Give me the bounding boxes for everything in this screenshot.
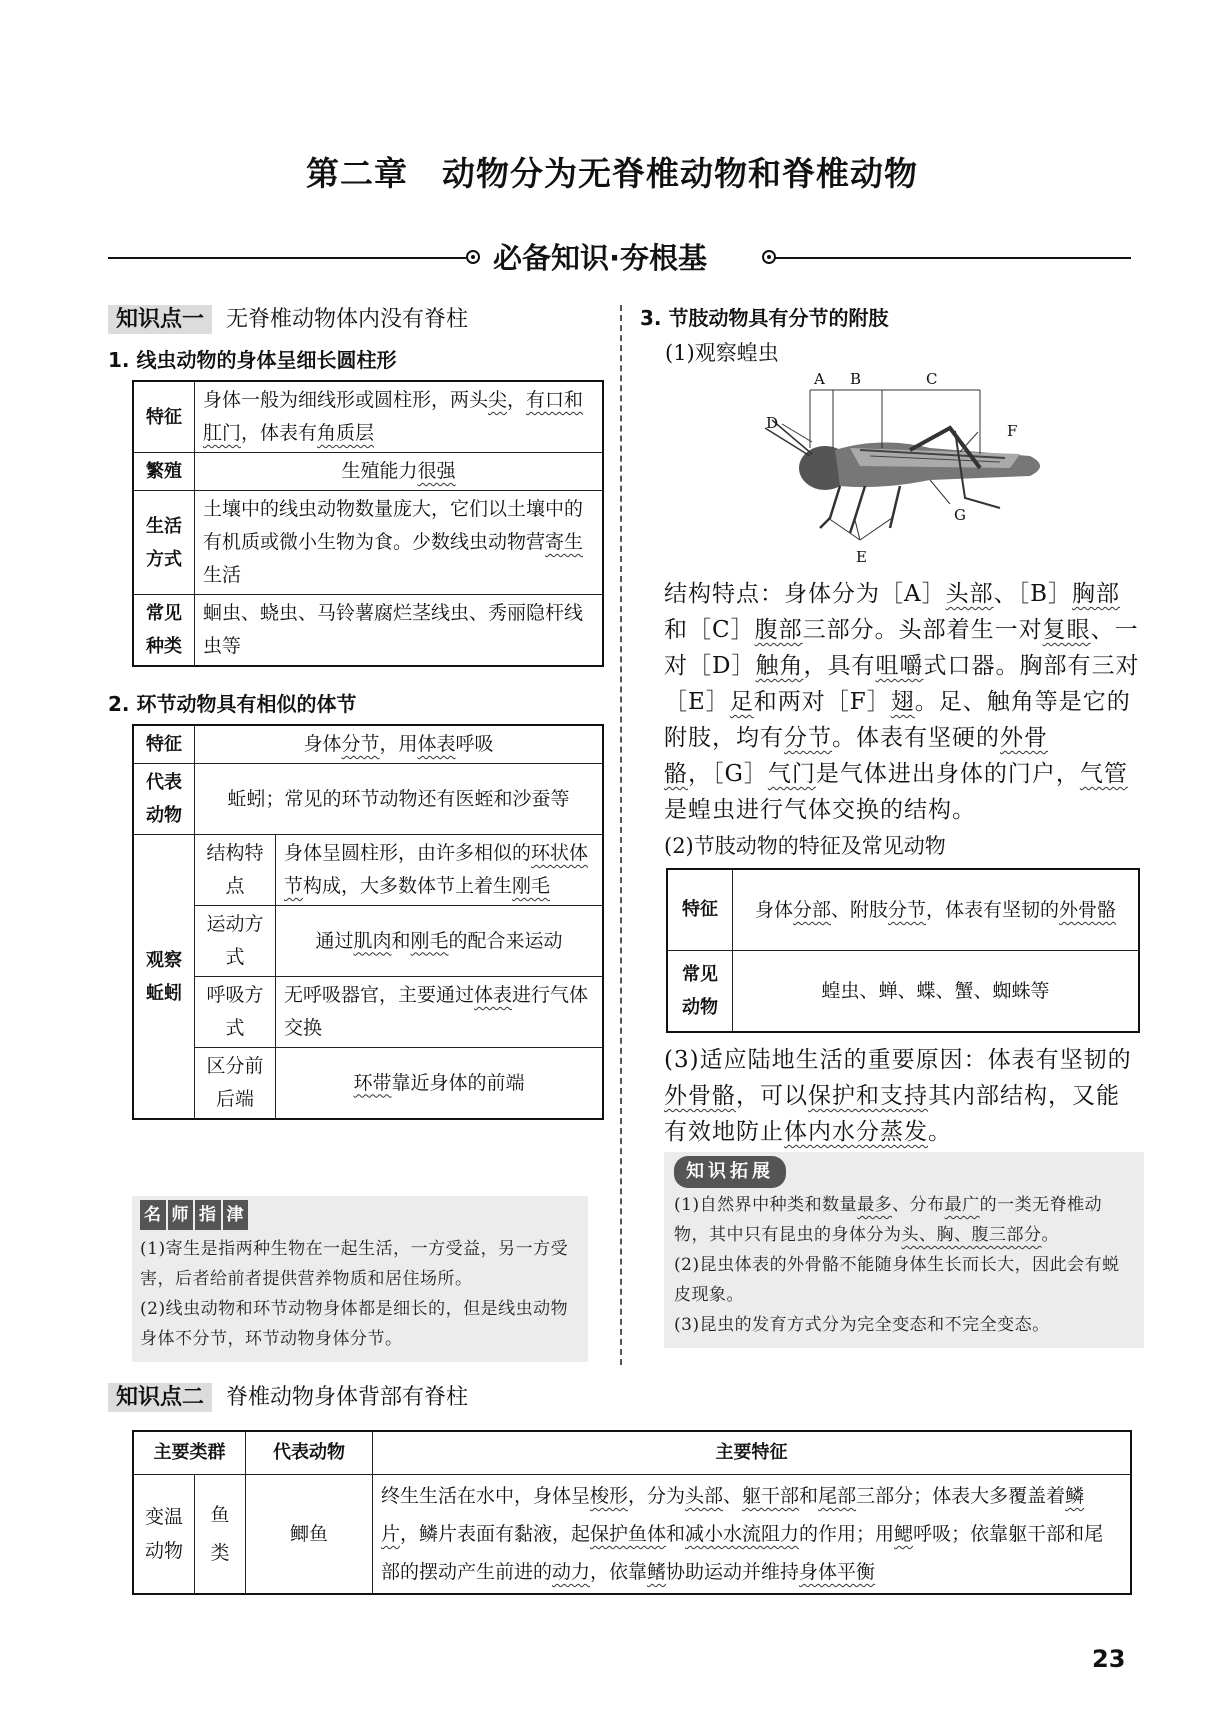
banner-ornament-left	[466, 250, 480, 264]
knowledge-extension-box	[664, 1152, 1144, 1348]
extension-line: (3)昆虫的发育方式分为完全变态和不完全变态。	[674, 1315, 1050, 1335]
animal-cell: 鲫鱼	[245, 1475, 372, 1595]
row-label: 繁殖	[133, 453, 195, 491]
annelid-table	[132, 724, 604, 1120]
row-content: 身体一般为细线形或圆柱形，两头尖，有口和肛门，体表有角质层	[195, 381, 604, 453]
row-label: 生活方式	[133, 491, 195, 595]
column-header: 主要特征	[372, 1431, 1131, 1475]
label-g: G	[954, 506, 966, 524]
row-label: 观察蚯蚓	[133, 835, 195, 1120]
banner-line-left	[108, 257, 466, 259]
table-row	[133, 381, 603, 453]
label-c: C	[926, 370, 938, 388]
sub-label: 运动方式	[195, 906, 276, 977]
row-content: 土壤中的线虫动物数量庞大，它们以土壤中的有机质或微小生物为食。少数线虫动物营寄生生活	[195, 491, 604, 595]
banner-ornament-right	[762, 250, 776, 264]
table-row	[667, 869, 1139, 951]
knowledge-point-1-heading	[108, 302, 468, 333]
row-content: 环带靠近身体的前端	[276, 1048, 604, 1120]
table-row	[133, 453, 603, 491]
table-row	[133, 491, 603, 595]
column-divider	[620, 305, 622, 1365]
label-e: E	[856, 548, 867, 566]
table-row	[667, 951, 1139, 1033]
observe-locust-heading: (1)观察蝗虫	[665, 341, 779, 365]
adaptation-text: (3)适应陆地生活的重要原因：体表有坚韧的外骨骼，可以保护和支持其内部结构，又能有效地防止体内水分蒸发。	[664, 1047, 1132, 1145]
locust-body	[765, 420, 1040, 533]
row-label: 常见种类	[133, 595, 195, 667]
row-content: 身体分部、附肢分节，体表有坚韧的外骨骼	[733, 869, 1140, 951]
sub-label: 呼吸方式	[195, 977, 276, 1048]
tip-line: (1)寄生是指两种生物在一起生活，一方受益，另一方受害，后者给前者提供营养物质和居住场所。	[140, 1239, 569, 1289]
section-1-heading: 1. 线虫动物的身体呈细长圆柱形	[108, 348, 397, 372]
banner-line-right	[775, 257, 1131, 259]
tip-line: (2)线虫动物和环节动物身体都是细长的，但是线虫动物身体不分节，环节动物身体分节。	[140, 1299, 569, 1349]
page-number: 23	[1092, 1645, 1126, 1673]
group-cell: 变温动物	[133, 1475, 195, 1595]
row-content: 蝗虫、蝉、蝶、蟹、蜘蛛等	[733, 951, 1140, 1033]
knowledge-point-title: 脊椎动物身体背部有脊柱	[226, 1385, 469, 1410]
row-content: 蛔虫、蛲虫、马铃薯腐烂茎线虫、秀丽隐杆线虫等	[195, 595, 604, 667]
teacher-tips-box	[132, 1196, 588, 1362]
knowledge-point-title: 无脊椎动物体内没有脊柱	[226, 307, 469, 332]
row-label: 特征	[667, 869, 733, 951]
knowledge-extension-tag: 知识拓展	[674, 1156, 786, 1188]
nematode-table	[132, 380, 604, 667]
row-content: 无呼吸器官，主要通过体表进行气体交换	[276, 977, 604, 1048]
section-2-heading: 2. 环节动物具有相似的体节	[108, 692, 357, 716]
label-b: B	[850, 370, 862, 388]
row-content: 生殖能力很强	[195, 453, 604, 491]
class-cell: 鱼类	[195, 1475, 246, 1595]
label-d: D	[766, 414, 779, 432]
locust-structure-text: 结构特点：身体分为［A］头部、［B］胸部和［C］腹部三部分。头部着生一对复眼、一对［D］触角，具有咀嚼式口器。胸部有三对［E］足和两对［F］翅。足、触角等是它的附肢，均有分节。体表有坚硬的外骨骼，［G］气门是气体进出身体的门户，气管是蝗虫进行气体交换的结构。	[664, 581, 1140, 823]
row-label: 常见动物	[667, 951, 733, 1033]
table-row	[133, 977, 603, 1048]
row-label: 代表动物	[133, 764, 195, 835]
table-row	[133, 595, 603, 667]
teacher-tips-tag: 名 师 指 津	[140, 1200, 580, 1230]
extension-line: (1)自然界中种类和数量最多、分布最广的一类无脊椎动物，其中只有昆虫的身体分为头、胸、腹三部分。	[674, 1195, 1103, 1245]
chapter-title: 第二章 动物分为无脊椎动物和脊椎动物	[306, 154, 918, 193]
table-row	[133, 1048, 603, 1120]
table-row	[133, 1475, 1131, 1595]
row-content: 蚯蚓；常见的环节动物还有医蛭和沙蚕等	[195, 764, 604, 835]
feature-cell: 终生生活在水中，身体呈梭形，分为头部、躯干部和尾部三部分；体表大多覆盖着鳞片，鳞片表面有黏液，起保护鱼体和减小水流阻力的作用；用鳃呼吸；依靠躯干部和尾部的摆动产生前进的动力，依靠鳍协助运动并维持身体平衡	[372, 1475, 1131, 1595]
locust-diagram	[750, 368, 1050, 570]
extension-line: (2)昆虫体表的外骨骼不能随身体生长而长大，因此会有蜕皮现象。	[674, 1255, 1120, 1305]
row-content: 身体分节，用体表呼吸	[195, 725, 604, 764]
column-header: 主要类群	[133, 1431, 245, 1475]
table-header-row	[133, 1431, 1131, 1475]
section-banner: 必备知识·夯根基	[493, 241, 708, 275]
arthropod-table	[666, 868, 1140, 1033]
vertebrate-table	[132, 1430, 1132, 1595]
sub-label: 结构特点	[195, 835, 276, 906]
knowledge-point-tag: 知识点一	[108, 305, 212, 334]
table-row	[133, 835, 603, 906]
knowledge-point-2-heading	[108, 1380, 468, 1411]
table-row	[133, 906, 603, 977]
row-content: 通过肌肉和刚毛的配合来运动	[276, 906, 604, 977]
section-3-heading: 3. 节肢动物具有分节的附肢	[640, 306, 889, 330]
label-a: A	[814, 370, 825, 388]
row-content: 身体呈圆柱形，由许多相似的环状体节构成，大多数体节上着生刚毛	[276, 835, 604, 906]
table-row	[133, 764, 603, 835]
row-label: 特征	[133, 381, 195, 453]
sub-label: 区分前后端	[195, 1048, 276, 1120]
table-row	[133, 725, 603, 764]
row-label: 特征	[133, 725, 195, 764]
knowledge-point-tag: 知识点二	[108, 1383, 212, 1412]
arthropod-features-heading: (2)节肢动物的特征及常见动物	[664, 834, 946, 858]
column-header: 代表动物	[245, 1431, 372, 1475]
label-f: F	[1007, 422, 1018, 440]
